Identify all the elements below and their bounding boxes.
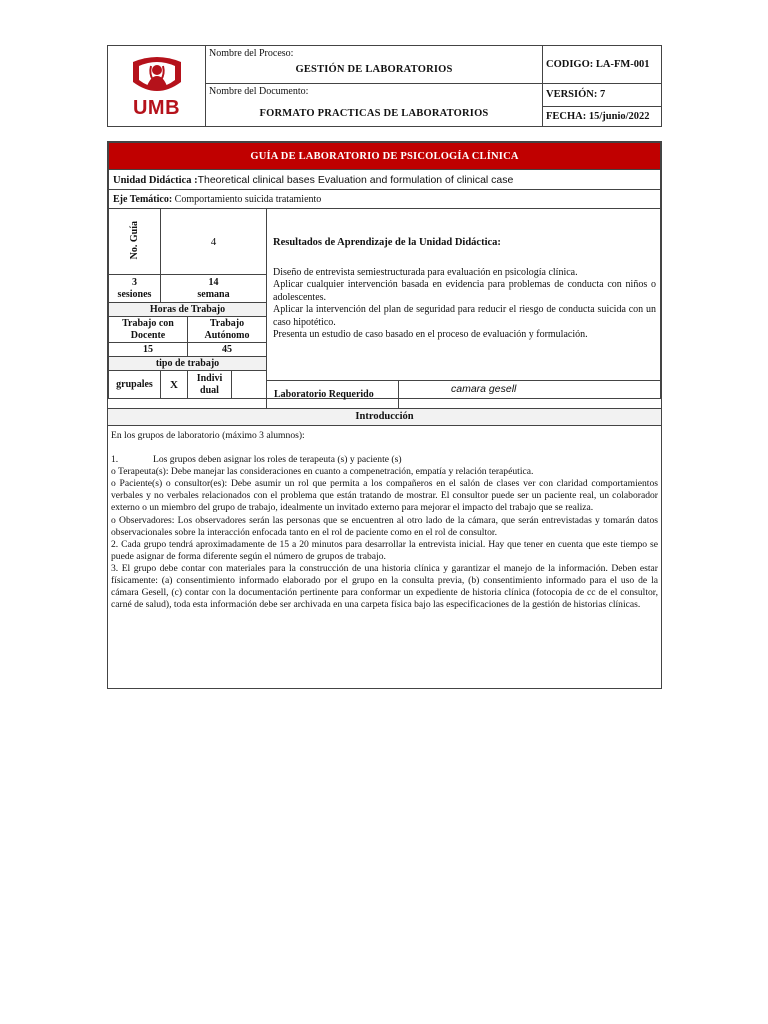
no-guia-value: 4 <box>161 209 267 275</box>
trabajo-autonomo-value: 45 <box>188 343 267 357</box>
laboratorio-label: Laboratorio Requerido <box>267 381 399 409</box>
individual-mark <box>232 371 267 399</box>
intro-title: Introducción <box>108 408 661 426</box>
intro-item-1-num: 1. <box>111 454 119 466</box>
resultado-item: Diseño de entrevista semiestructurada para evaluación en psicología clínica. <box>273 266 578 278</box>
unidad-value: Theoretical clinical bases Evaluation and formulation of clinical case <box>197 173 514 186</box>
intro-lead: En los grupos de laboratorio (máximo 3 alumnos): <box>111 430 305 441</box>
intro-paragraph: 3. El grupo debe contar con materiales para la construcción de una historia clínica y garantizar el manejo de la información. Deben estar físicamente: (a) consentimiento informado elaborado por el grupo en la consulta previa, (b) consentimiento informado para el uso de la cámara Gesell, (c) contar con la documentación pertinente para conformar un expediente de historia clínica (fotocopia de cc de el consultor, carné de salud), toda esta información debe ser archivada en una carpeta física bajo las especificaciones de la gestión de historias clínicas. <box>111 562 658 611</box>
logo-text: UMB <box>132 97 181 119</box>
resultados-cell <box>267 209 661 399</box>
eje-value: Comportamiento suicida tratamiento <box>174 193 322 205</box>
trabajo-autonomo-label: Trabajo Autónomo <box>188 317 267 343</box>
codigo: CODIGO: LA-FM-001 <box>543 46 662 84</box>
unidad-label: Unidad Didáctica : <box>113 174 198 186</box>
grupales-mark: X <box>161 371 188 399</box>
sesiones-num: 3 <box>132 276 137 288</box>
process-value: GESTIÓN DE LABORATORIOS <box>295 64 453 75</box>
intro-paragraph: o Observadores: Los observadores serán las personas que se encuentren al otro lado de la cámara, que serán entrevistadas y tomarán datos observacionales sobre la interacción enfocada tanto en el rol de paciente como en el rol de consultor. <box>111 514 658 538</box>
guide-table <box>108 142 661 399</box>
document-cell <box>206 84 543 127</box>
semana-cell <box>161 275 267 303</box>
document-value: FORMATO PRACTICAS DE LABORATORIOS <box>259 108 489 119</box>
fecha: FECHA: 15/junio/2022 <box>546 111 650 122</box>
laboratorio-value: camara gesell <box>399 381 662 409</box>
resultado-item: Aplicar cualquier intervención basada en evidencia para problemas de conducta con niños o adolescentes. <box>273 279 656 303</box>
resultado-item: Aplicar la intervención del plan de seguridad para reducir el riesgo de conducta suicida con un caso hipotético. <box>273 304 656 328</box>
umb-logo <box>108 54 205 118</box>
semana-num: 14 <box>208 276 219 288</box>
resultado-item: Presenta un estudio de caso basado en el proceso de evaluación y formulación. <box>273 329 588 340</box>
trabajo-docente-value: 15 <box>109 343 188 357</box>
unidad-row <box>109 170 661 190</box>
intro-paragraph: 2. Cada grupo tendrá aproximadamente de 15 a 20 minutos para desarrollar la entrevista inicial. Hay que tener en cuenta que este tiempo se puede asignar de forma diferente según el número de grupos de trabajo. <box>111 538 658 562</box>
eje-row <box>109 190 661 209</box>
process-label: Nombre del Proceso: <box>209 48 294 59</box>
intro-item-1-text: Los grupos deben asignar los roles de terapeuta (s) y paciente (s) <box>153 454 402 466</box>
version: VERSIÓN: 7 <box>543 84 661 107</box>
document-label: Nombre del Documento: <box>209 86 309 97</box>
sesiones-label: sesiones <box>117 288 152 300</box>
document-header <box>107 45 662 127</box>
no-guia-label-cell <box>109 209 161 275</box>
umb-emblem-icon <box>129 54 185 96</box>
logo-cell <box>108 46 206 127</box>
horas-label: Horas de Trabajo <box>109 303 267 317</box>
grupales-label: grupales <box>109 371 161 399</box>
trabajo-docente-label: Trabajo con Docente <box>109 317 188 343</box>
no-guia-label: No. Guía <box>129 220 140 260</box>
intro-paragraph: o Paciente(s) o consultor(es): Debe asumir un rol que permita a los compañeros en el salón de clases ver con claridad comportamientos verbales y no verbales relacionados con el problema que están tratando de mostrar. El consultor puede ser un paciente real, un colaborador externo o un miembro del grupo de trabajo, idealmente un invitado externo para mejorar el impacto del trabajo que se realiza. <box>111 478 658 514</box>
version-fecha-cell <box>543 84 662 127</box>
eje-label: Eje Temático: <box>113 193 173 205</box>
process-cell <box>206 46 543 84</box>
intro-body <box>108 426 661 611</box>
laboratorio-row <box>266 380 662 409</box>
intro-section <box>108 408 661 611</box>
individual-label: Individual <box>188 371 232 399</box>
intro-item-1 <box>111 454 658 466</box>
guide-container <box>107 141 662 689</box>
tipo-label: tipo de trabajo <box>109 357 267 371</box>
guide-title: GUÍA DE LABORATORIO DE PSICOLOGÍA CLÍNICA <box>109 143 661 170</box>
resultados-title: Resultados de Aprendizaje de la Unidad Didáctica: <box>273 237 501 248</box>
semana-label: semana <box>197 288 230 300</box>
sesiones-cell <box>109 275 161 303</box>
intro-paragraph: o Terapeuta(s): Debe manejar las consideraciones en cuanto a compenetración, empatía y relación terapéutica. <box>111 466 534 478</box>
